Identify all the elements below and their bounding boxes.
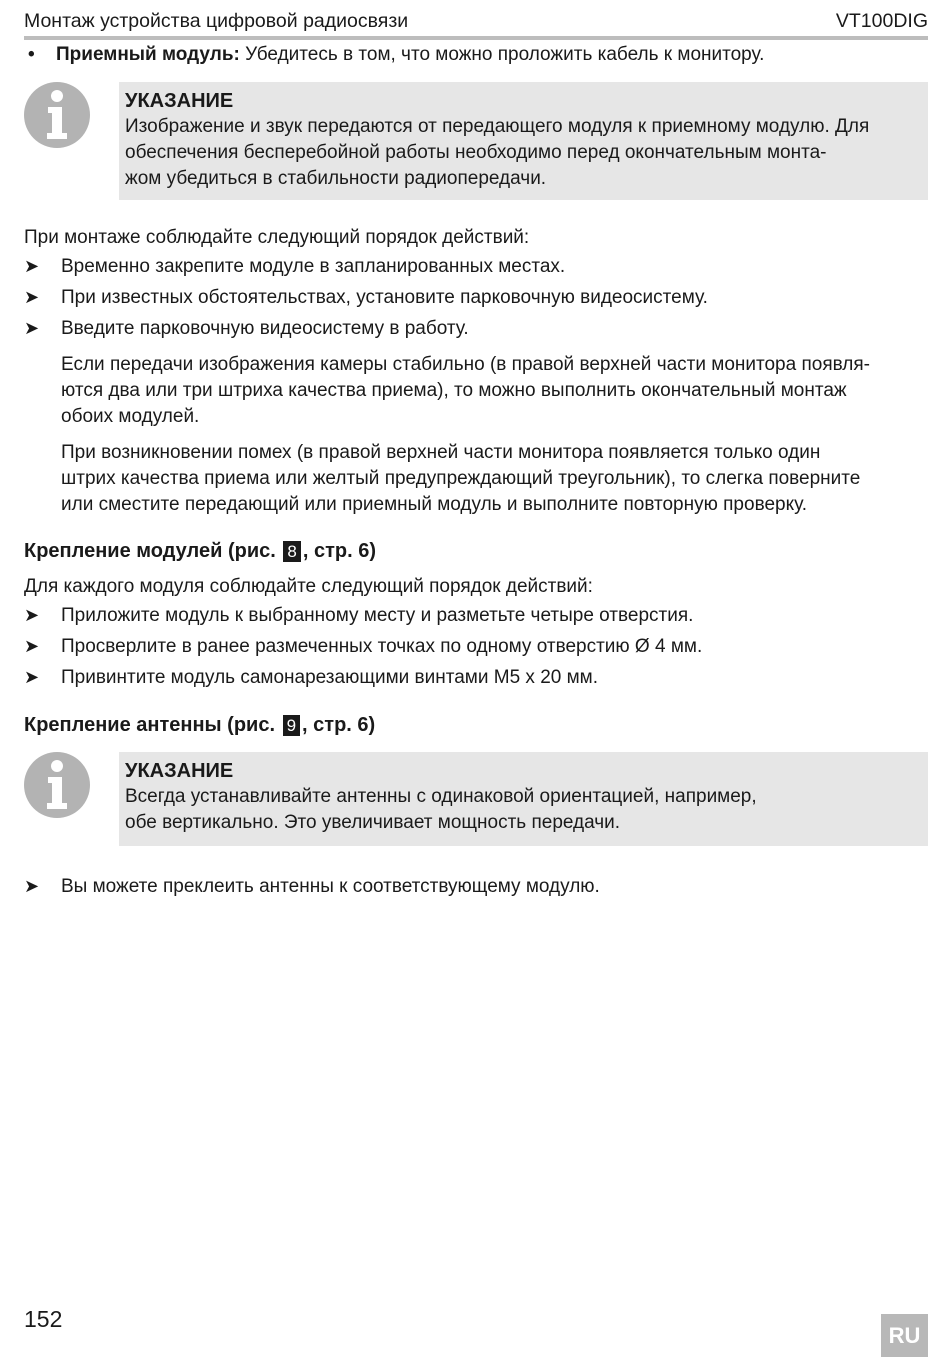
note-1-line: Изображение и звук передаются от передающего модуля к приемному модулю. Для — [125, 116, 870, 137]
figure-badge: 8 — [283, 541, 300, 562]
info-icon — [24, 82, 90, 148]
step-text: Просверлите в ранее размеченных точках по одному отверстию Ø 4 мм. — [61, 636, 703, 657]
modules-heading — [24, 538, 928, 564]
note-box-2 — [24, 752, 928, 846]
paragraph-line: ются два или три штриха качества приема), то можно выполнить окончательный монтаж — [61, 380, 847, 401]
paragraph-line: При возникновении помех (в правой верхней части монитора появляется только один — [61, 442, 821, 463]
paragraph-line: обоих модулей. — [61, 406, 200, 427]
page-header — [24, 6, 928, 40]
language-badge: RU — [881, 1314, 928, 1357]
page-number: 152 — [24, 1306, 63, 1332]
note-box-1 — [24, 82, 928, 206]
step-text: Вы можете преклеить антенны к соответствующему модулю. — [61, 876, 600, 897]
procedure-intro: При монтаже соблюдайте следующий порядок действий: — [24, 227, 530, 248]
note-1-line: обеспечения бесперебойной работы необходимо перед окончательным монта- — [125, 142, 827, 163]
note-2-title: УКАЗАНИЕ — [125, 760, 234, 782]
note-1-panel — [119, 82, 928, 200]
modules-step — [24, 662, 928, 693]
step-text: Введите парковочную видеосистему в работу. — [61, 318, 469, 339]
antenna-heading — [24, 712, 928, 738]
stable-signal-paragraph — [24, 352, 928, 430]
antenna-heading-text: Крепление антенны (рис. — [24, 714, 276, 736]
paragraph-line: или сместите передающий или приемный модуль и выполните повторную проверку. — [61, 494, 807, 515]
section-title: Монтаж устройства цифровой радиосвязи — [24, 9, 409, 32]
intro-bullet — [24, 42, 928, 68]
modules-intro: Для каждого модуля соблюдайте следующий порядок действий: — [24, 576, 593, 597]
arrow-icon: ➤ — [24, 287, 40, 307]
arrow-icon: ➤ — [24, 605, 40, 625]
arrow-icon: ➤ — [24, 667, 40, 687]
antenna-heading-page: , стр. 6) — [302, 714, 376, 736]
note-1-title: УКАЗАНИЕ — [125, 90, 234, 112]
note-2-line: обе вертикально. Это увеличивает мощность передачи. — [125, 812, 621, 833]
arrow-icon: ➤ — [24, 876, 40, 896]
step-text: Приложите модуль к выбранному месту и разметьте четыре отверстия. — [61, 605, 694, 626]
info-icon — [24, 752, 90, 818]
note-2-line: Всегда устанавливайте антенны с одинаковой ориентацией, например, — [125, 786, 757, 807]
step-text: При известных обстоятельствах, установите парковочную видеосистему. — [61, 287, 708, 308]
step-text: Временно закрепите модуле в запланированных местах. — [61, 256, 566, 277]
modules-step — [24, 600, 928, 631]
procedure-step — [24, 282, 928, 313]
model-name: VT100DIG — [835, 9, 928, 32]
antenna-step — [24, 871, 928, 902]
note-2-panel — [119, 752, 928, 846]
modules-step — [24, 631, 928, 662]
page-content — [24, 42, 928, 902]
arrow-icon: ➤ — [24, 318, 40, 338]
modules-heading-text: Крепление модулей (рис. — [24, 540, 276, 562]
step-text: Привинтите модуль самонарезающими винтами M5 x 20 мм. — [61, 667, 599, 688]
paragraph-line: Если передачи изображения камеры стабильно (в правой верхней части монитора появля- — [61, 354, 870, 375]
interference-paragraph — [24, 440, 928, 518]
procedure-step — [24, 313, 928, 344]
arrow-icon: ➤ — [24, 256, 40, 276]
note-1-line: жом убедиться в стабильности радиопередачи. — [125, 168, 547, 189]
arrow-icon: ➤ — [24, 636, 40, 656]
intro-bullet-body: Убедитесь в том, что можно проложить кабель к монитору. — [239, 44, 765, 65]
paragraph-line: штрих качества приема или желтый предупреждающий треугольник), то слегка поверните — [61, 468, 861, 489]
bullet-marker: • — [28, 44, 35, 65]
figure-badge: 9 — [283, 715, 300, 736]
intro-bullet-text — [56, 42, 764, 68]
modules-heading-page: , стр. 6) — [302, 540, 376, 562]
intro-bullet-label: Приемный модуль: — [56, 44, 240, 65]
procedure-step — [24, 251, 928, 282]
